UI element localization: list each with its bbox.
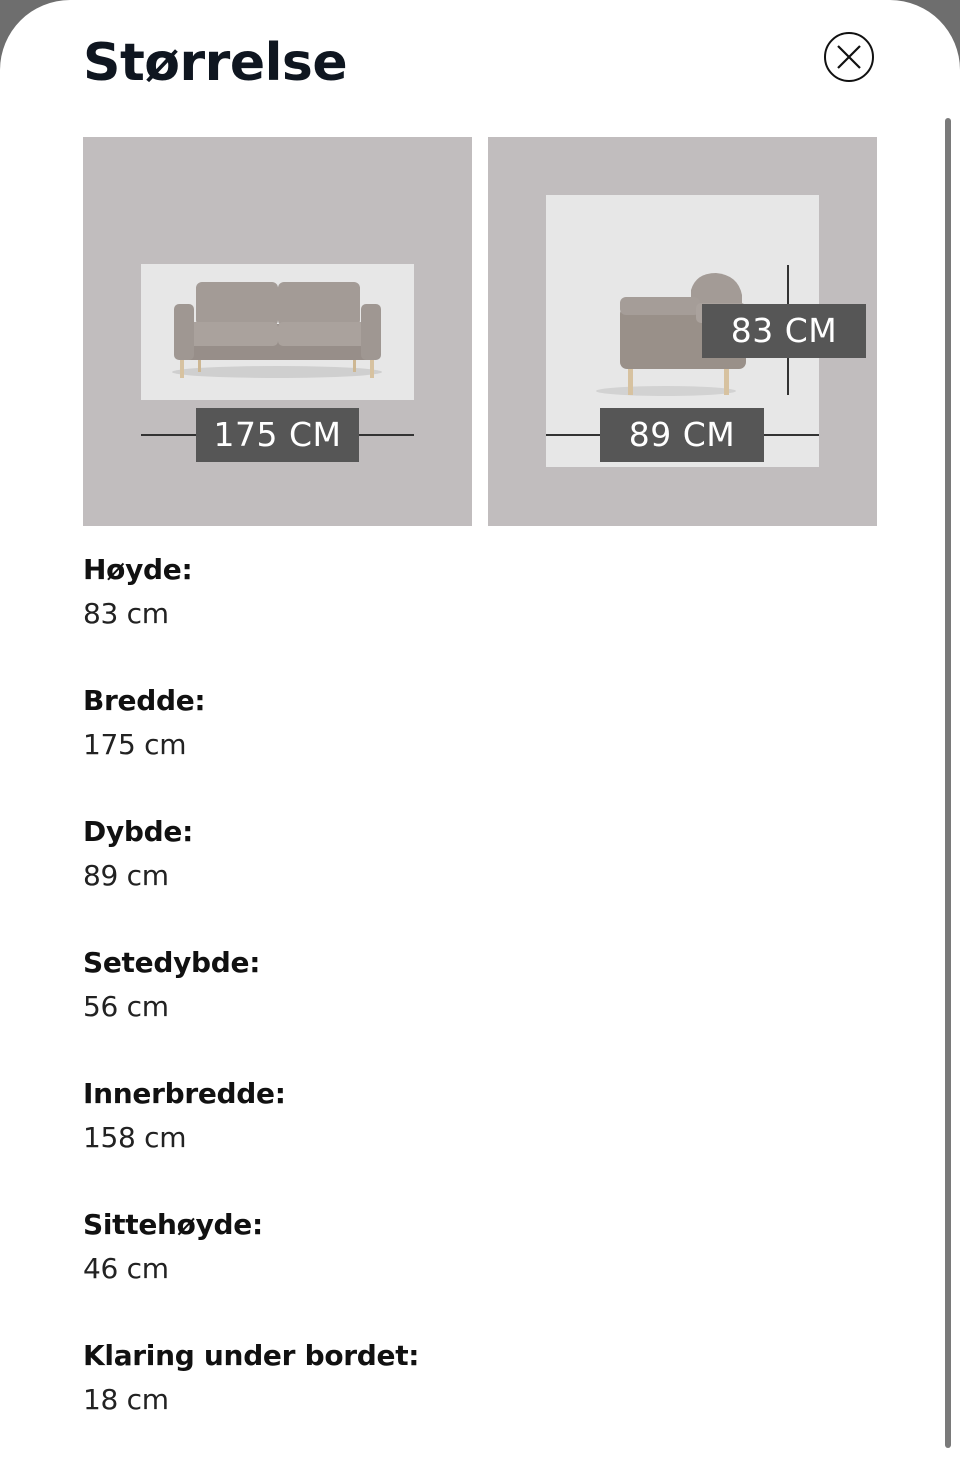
spec-label: Sittehøyde: (83, 1208, 263, 1241)
spec-label: Høyde: (83, 553, 193, 586)
spec-value: 56 cm (83, 990, 169, 1023)
sofa-front-image (141, 264, 414, 400)
side-view-panel (488, 137, 877, 526)
spec-value: 158 cm (83, 1121, 187, 1154)
spec-inner-width (83, 1072, 923, 1203)
spec-value: 89 cm (83, 859, 169, 892)
spec-clearance (83, 1334, 923, 1465)
close-icon (836, 44, 862, 70)
sofa-front-icon (141, 264, 414, 400)
height-dimension-label: 83 CM (702, 304, 866, 358)
scrollbar[interactable] (945, 118, 951, 1448)
spec-width (83, 679, 923, 810)
spec-height (83, 548, 923, 679)
width-dimension-label: 175 CM (196, 408, 359, 462)
spec-label: Setedybde: (83, 946, 261, 979)
spec-label: Klaring under bordet: (83, 1339, 420, 1372)
spec-value: 18 cm (83, 1383, 169, 1416)
spec-seat-height (83, 1203, 923, 1334)
spec-seat-depth (83, 941, 923, 1072)
close-button[interactable] (824, 32, 874, 82)
depth-dimension-label: 89 CM (600, 408, 764, 462)
spec-list (83, 548, 923, 1465)
spec-label: Innerbredde: (83, 1077, 286, 1110)
page-title: Størrelse (83, 33, 348, 93)
spec-label: Bredde: (83, 684, 206, 717)
spec-label: Dybde: (83, 815, 193, 848)
spec-value: 46 cm (83, 1252, 169, 1285)
front-view-panel (83, 137, 472, 526)
spec-value: 175 cm (83, 728, 187, 761)
spec-value: 83 cm (83, 597, 169, 630)
spec-depth (83, 810, 923, 941)
